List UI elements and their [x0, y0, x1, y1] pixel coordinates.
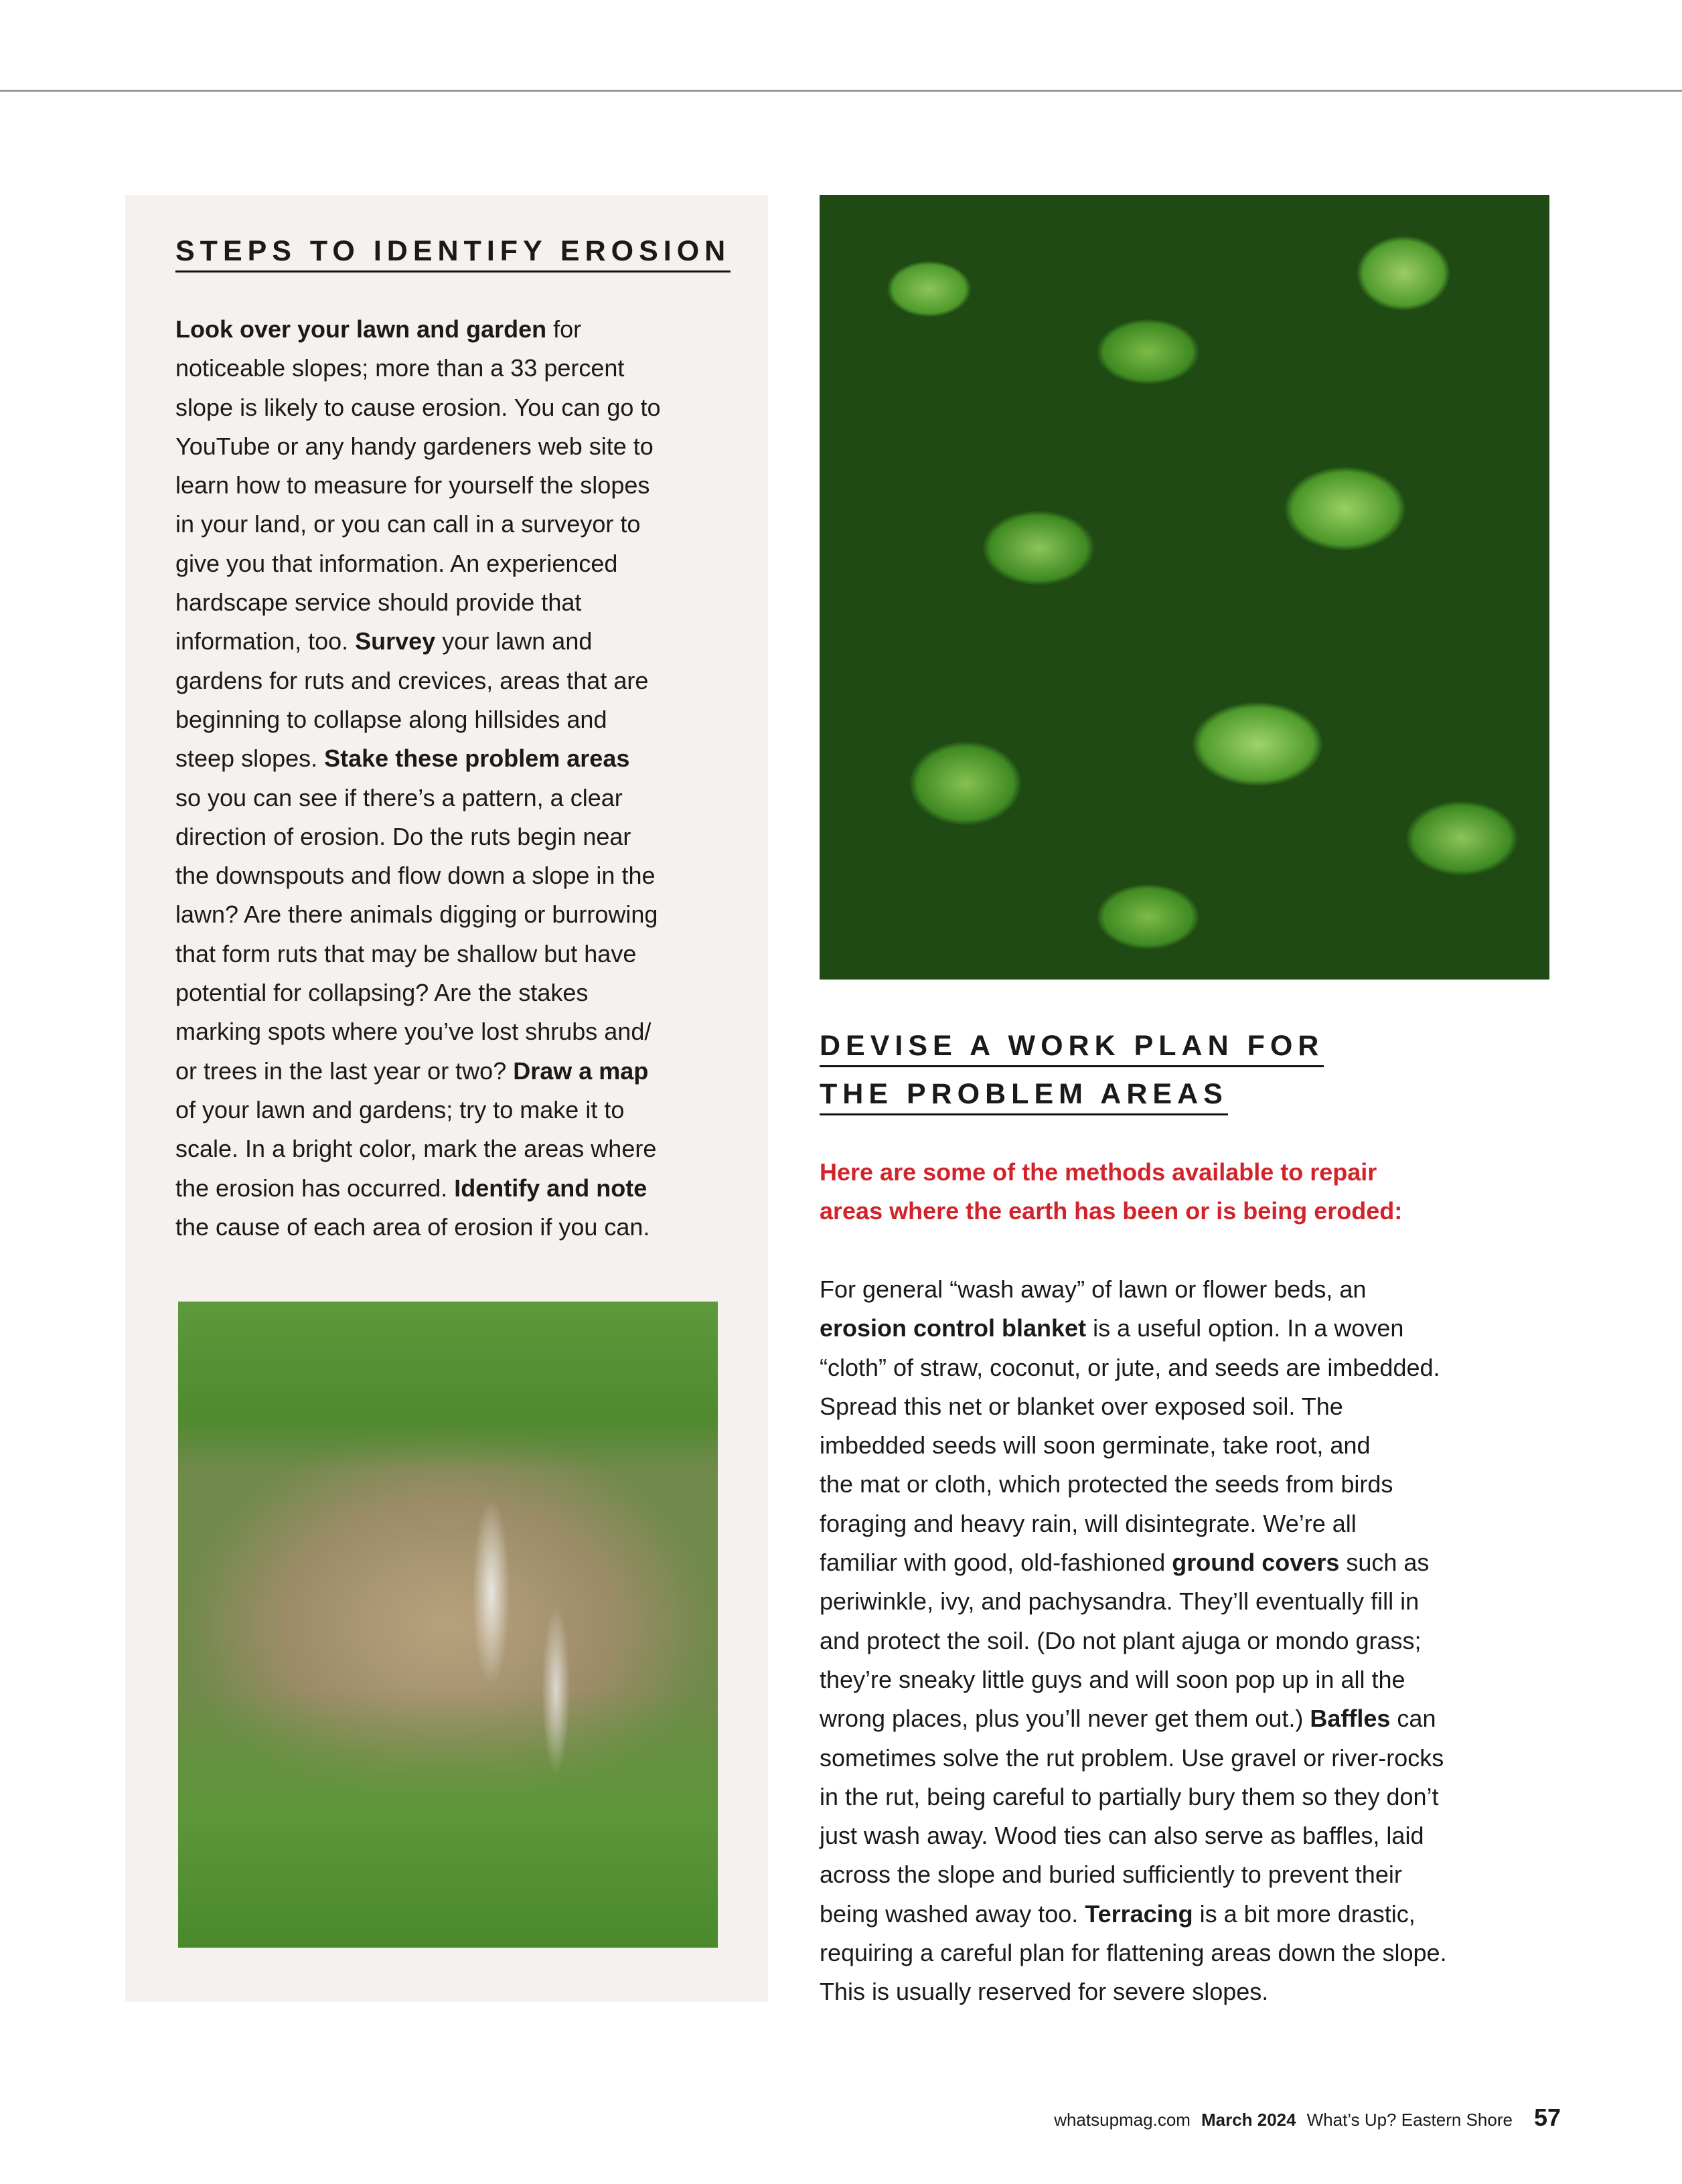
text-run: For general “wash away” of lawn or flower beds, an — [820, 1275, 1367, 1303]
text-run: sometimes solve the rut problem. Use gravel or river-rocks — [820, 1743, 1444, 1772]
text-run: or trees in the last year or two? — [175, 1057, 514, 1085]
text-line — [820, 1855, 1447, 1894]
text-run: This is usually reserved for severe slopes. — [820, 1978, 1269, 2006]
bold-phrase: ground covers — [1172, 1549, 1340, 1577]
text-run: across the slope and buried sufficiently to prevent their — [820, 1861, 1402, 1889]
text-run: in your land, or you can call in a surveyor to — [175, 510, 641, 538]
text-line — [820, 1739, 1447, 1778]
text-line — [175, 1129, 660, 1168]
text-run: is a bit more drastic, — [1193, 1899, 1416, 1928]
text-line — [820, 1778, 1447, 1816]
sidebar-heading: STEPS TO IDENTIFY EROSION — [175, 234, 731, 272]
text-line — [175, 1091, 660, 1129]
text-line — [175, 583, 660, 622]
page-footer — [1054, 2104, 1561, 2132]
text-line — [175, 505, 660, 544]
text-run: so you can see if there’s a pattern, a clear — [175, 783, 623, 811]
text-line — [820, 1270, 1447, 1309]
text-line — [175, 1052, 660, 1091]
text-line — [820, 1309, 1447, 1348]
text-run: periwinkle, ivy, and pachysandra. They’ll eventually fill in — [820, 1587, 1420, 1616]
text-run: give you that information. An experienced — [175, 549, 618, 577]
text-run: noticeable slopes; more than a 33 percent — [175, 354, 625, 382]
text-line — [820, 1348, 1447, 1387]
text-run: YouTube or any handy gardeners web site to — [175, 432, 654, 460]
text-line — [175, 895, 660, 934]
text-run: direction of erosion. Do the ruts begin near — [175, 822, 631, 850]
text-line — [820, 1582, 1447, 1621]
bold-phrase: Look over your lawn and garden — [175, 315, 547, 343]
text-line — [820, 1895, 1447, 1934]
text-run: requiring a careful plan for flattening areas down the slope. — [820, 1939, 1447, 1967]
text-line — [175, 622, 660, 661]
footer-magazine: What’s Up? Eastern Shore — [1306, 2110, 1513, 2130]
bold-phrase: Survey — [355, 627, 436, 655]
text-line — [175, 661, 660, 700]
text-line — [820, 1426, 1447, 1465]
text-line — [820, 1504, 1447, 1543]
text-run: is a useful option. In a woven — [1086, 1314, 1404, 1342]
text-line — [820, 1934, 1447, 1972]
text-line — [175, 817, 660, 856]
text-line — [820, 1699, 1447, 1738]
bold-phrase: Draw a map — [513, 1057, 649, 1085]
text-run: in the rut, being careful to partially bury them so they don’t — [820, 1782, 1439, 1810]
bold-phrase: erosion control blanket — [820, 1314, 1087, 1342]
text-line — [820, 1622, 1447, 1660]
workplan-intro — [820, 1153, 1402, 1231]
text-run: the mat or cloth, which protected the seeds from birds — [820, 1470, 1393, 1498]
workplan-heading-line2: THE PROBLEM AREAS — [820, 1077, 1228, 1115]
text-line — [820, 1816, 1447, 1855]
text-line — [175, 310, 660, 349]
text-line — [820, 1387, 1447, 1426]
text-line — [175, 544, 660, 583]
page-number: 57 — [1533, 2104, 1561, 2131]
sidebar-body — [175, 310, 660, 1247]
text-run: the downspouts and flow down a slope in the — [175, 862, 656, 890]
text-line — [175, 779, 660, 817]
text-run: hardscape service should provide that — [175, 589, 582, 617]
text-run: learn how to measure for yourself the slopes — [175, 471, 650, 499]
text-run: familiar with good, old-fashioned — [820, 1549, 1172, 1577]
text-run: can — [1390, 1705, 1436, 1733]
footer-site: whatsupmag.com — [1054, 2110, 1191, 2130]
bold-phrase: Stake these problem areas — [324, 745, 630, 773]
bold-phrase: Identify and note — [454, 1174, 647, 1202]
text-run: of your lawn and gardens; try to make it to — [175, 1095, 625, 1123]
text-run: and protect the soil. (Do not plant ajuga or mondo grass; — [820, 1626, 1422, 1654]
text-line — [175, 856, 660, 895]
text-run: imbedded seeds will soon germinate, take root, and — [820, 1431, 1371, 1460]
text-line — [820, 1972, 1447, 2011]
text-run: information, too. — [175, 627, 356, 655]
text-line — [175, 427, 660, 466]
bold-phrase: Terracing — [1085, 1899, 1193, 1928]
text-line — [175, 466, 660, 505]
text-run: being washed away too. — [820, 1899, 1085, 1928]
text-run: foraging and heavy rain, will disintegrate. We’re all — [820, 1509, 1357, 1537]
text-line — [175, 388, 660, 427]
text-run: such as — [1339, 1549, 1430, 1577]
footer-issue: March 2024 — [1201, 2110, 1296, 2130]
workplan-intro-line: areas where the earth has been or is being eroded: — [820, 1197, 1403, 1225]
text-line — [175, 1012, 660, 1051]
text-run: beginning to collapse along hillsides and — [175, 705, 607, 733]
header-rule — [0, 90, 1682, 92]
text-run: lawn? Are there animals digging or burrowing — [175, 901, 658, 929]
text-run: slope is likely to cause erosion. You can go to — [175, 393, 661, 421]
pachysandra-photo — [820, 195, 1549, 980]
text-run: gardens for ruts and crevices, areas that are — [175, 666, 649, 694]
workplan-body — [820, 1270, 1447, 2012]
bold-phrase: Baffles — [1310, 1705, 1391, 1733]
text-run: your lawn and — [435, 627, 593, 655]
text-run: just wash away. Wood ties can also serve as baffles, laid — [820, 1822, 1424, 1850]
text-run: they’re sneaky little guys and will soon pop up in all the — [820, 1665, 1405, 1693]
text-line — [175, 700, 660, 739]
text-line — [175, 1169, 660, 1208]
text-run: for — [546, 315, 582, 343]
text-run: steep slopes. — [175, 745, 325, 773]
text-run: wrong places, plus you’ll never get them out.) — [820, 1705, 1310, 1733]
text-line — [820, 1660, 1447, 1699]
text-run: scale. In a bright color, mark the areas where — [175, 1135, 657, 1163]
text-line — [820, 1543, 1447, 1582]
text-line — [175, 973, 660, 1012]
text-line — [175, 739, 660, 778]
text-line — [820, 1465, 1447, 1504]
text-line — [175, 935, 660, 973]
text-line — [175, 1208, 660, 1247]
text-run: marking spots where you’ve lost shrubs and/ — [175, 1018, 652, 1046]
text-run: “cloth” of straw, coconut, or jute, and seeds are imbedded. — [820, 1353, 1440, 1381]
text-line — [175, 349, 660, 388]
text-run: that form ruts that may be shallow but have — [175, 939, 637, 967]
workplan-intro-line: Here are some of the methods available to repair — [820, 1158, 1377, 1186]
text-run: potential for collapsing? Are the stakes — [175, 979, 589, 1007]
text-run: the erosion has occurred. — [175, 1174, 455, 1202]
text-run: Spread this net or blanket over exposed soil. The — [820, 1392, 1343, 1420]
workplan-heading-line1: DEVISE A WORK PLAN FOR — [820, 1029, 1324, 1067]
flooded-lawn-photo — [178, 1302, 718, 1948]
text-run: the cause of each area of erosion if you can. — [175, 1213, 650, 1241]
